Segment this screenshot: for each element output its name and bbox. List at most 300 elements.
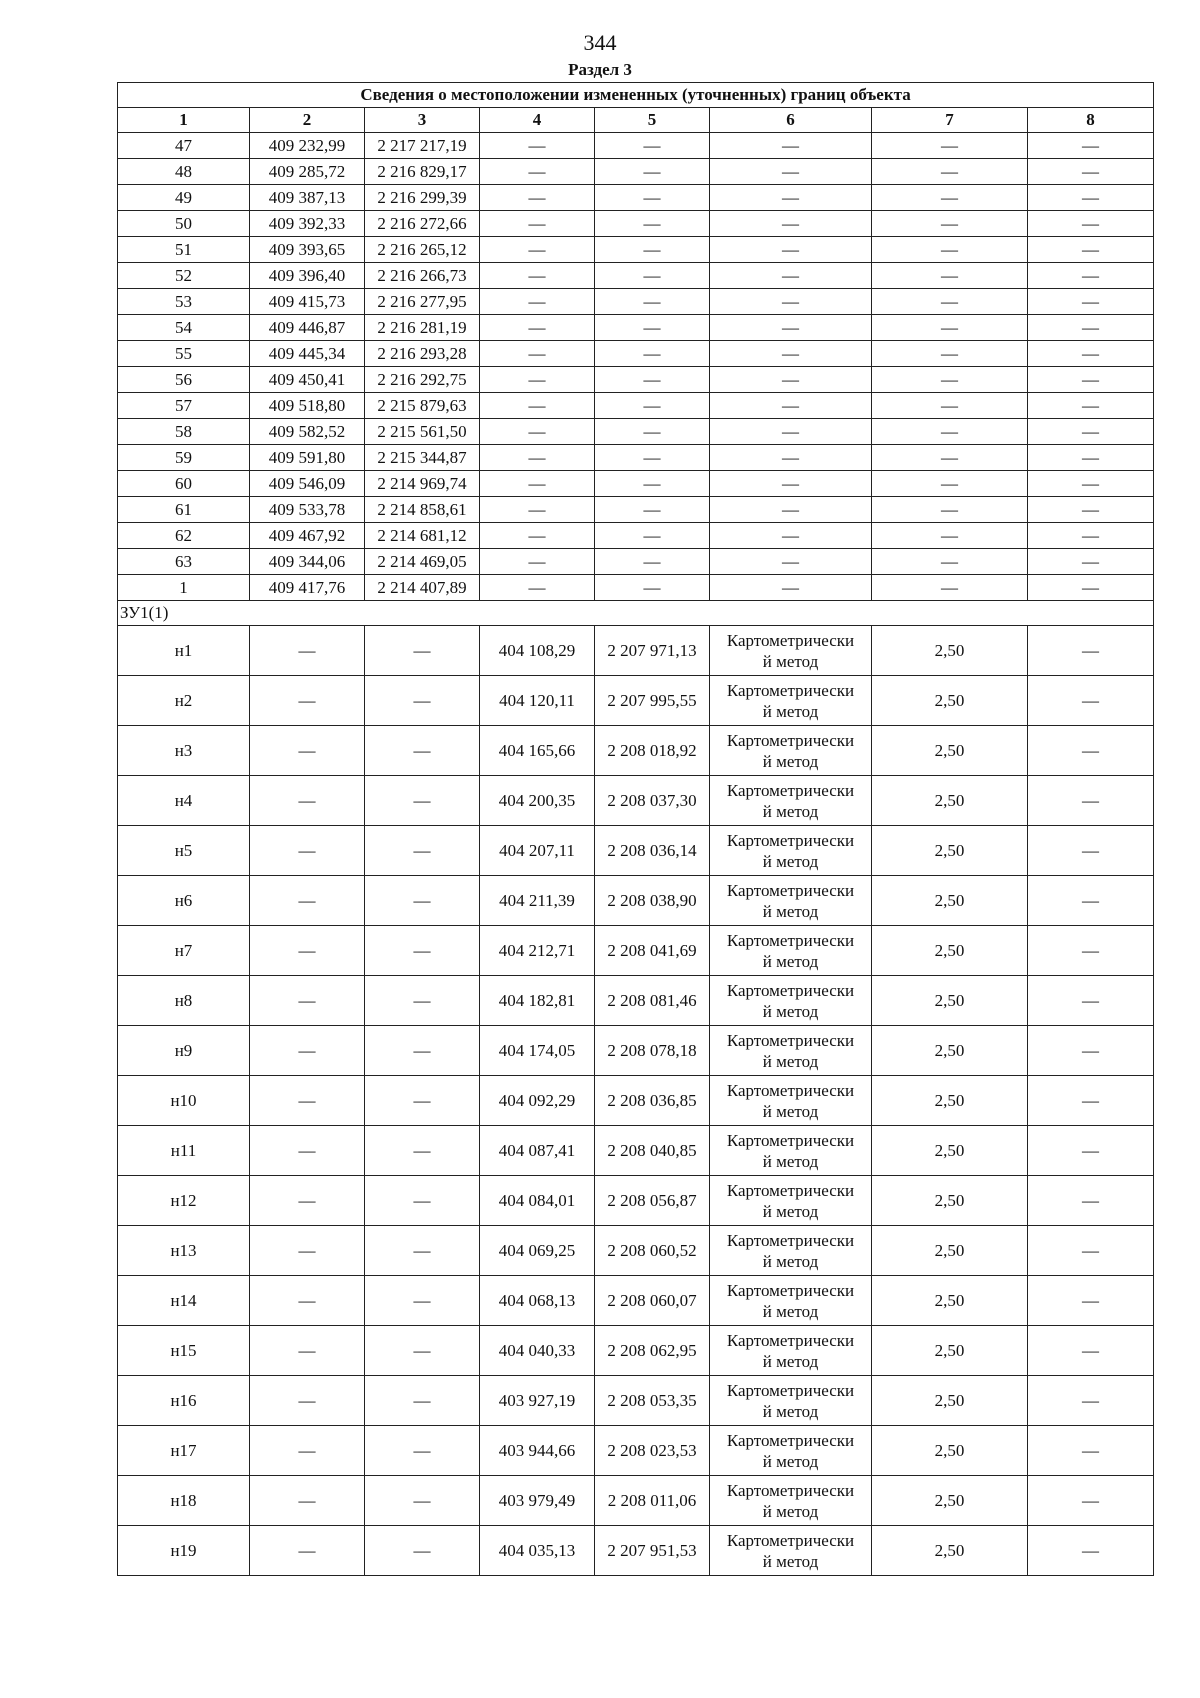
- new-x: 404 084,01: [480, 1176, 595, 1226]
- existing-x: 409 396,40: [250, 263, 365, 289]
- empty-dash: —: [480, 393, 595, 419]
- empty-dash: —: [595, 471, 710, 497]
- table-row: [118, 549, 1154, 575]
- empty-dash: —: [250, 1426, 365, 1476]
- empty-dash: —: [250, 1476, 365, 1526]
- empty-dash: —: [365, 1426, 480, 1476]
- new-y: 2 208 018,92: [595, 726, 710, 776]
- existing-y: 2 214 969,74: [365, 471, 480, 497]
- existing-y: 2 215 344,87: [365, 445, 480, 471]
- point-number: 52: [118, 263, 250, 289]
- table-row: [118, 1226, 1154, 1276]
- new-x: 404 087,41: [480, 1126, 595, 1176]
- method-cell: [710, 1376, 872, 1426]
- method-text: Картометрически: [726, 980, 855, 1000]
- empty-dash: —: [1028, 445, 1154, 471]
- coordinates-table: [117, 82, 1154, 1576]
- accuracy-value: 2,50: [872, 1076, 1028, 1126]
- empty-dash: —: [480, 211, 595, 237]
- empty-dash: —: [1028, 1526, 1154, 1576]
- group-row: [118, 601, 1154, 626]
- point-number: н5: [118, 826, 250, 876]
- empty-dash: —: [365, 1076, 480, 1126]
- empty-dash: —: [1028, 1276, 1154, 1326]
- new-x: 404 120,11: [480, 676, 595, 726]
- empty-dash: —: [595, 393, 710, 419]
- empty-dash: —: [595, 549, 710, 575]
- empty-dash: —: [480, 237, 595, 263]
- method-text: Картометрически: [726, 830, 855, 850]
- column-header: 3: [365, 108, 480, 133]
- new-y: 2 208 056,87: [595, 1176, 710, 1226]
- empty-dash: —: [710, 367, 872, 393]
- empty-dash: —: [480, 341, 595, 367]
- method-text: й метод: [762, 1251, 819, 1271]
- empty-dash: —: [480, 263, 595, 289]
- empty-dash: —: [480, 185, 595, 211]
- empty-dash: —: [1028, 676, 1154, 726]
- accuracy-value: 2,50: [872, 876, 1028, 926]
- method-text: й метод: [762, 901, 819, 921]
- empty-dash: —: [365, 1126, 480, 1176]
- new-x: 404 092,29: [480, 1076, 595, 1126]
- accuracy-value: 2,50: [872, 1026, 1028, 1076]
- point-number: 49: [118, 185, 250, 211]
- point-number: н9: [118, 1026, 250, 1076]
- empty-dash: —: [710, 237, 872, 263]
- empty-dash: —: [1028, 1176, 1154, 1226]
- table-row: [118, 1376, 1154, 1426]
- method-cell: [710, 1476, 872, 1526]
- method-text: й метод: [762, 1201, 819, 1221]
- accuracy-value: 2,50: [872, 1176, 1028, 1226]
- existing-y: 2 214 407,89: [365, 575, 480, 601]
- new-x: 404 165,66: [480, 726, 595, 776]
- empty-dash: —: [1028, 826, 1154, 876]
- table-row: [118, 1426, 1154, 1476]
- method-text: й метод: [762, 1551, 819, 1571]
- empty-dash: —: [365, 676, 480, 726]
- empty-dash: —: [710, 523, 872, 549]
- column-header-row: [118, 108, 1154, 133]
- empty-dash: —: [480, 523, 595, 549]
- method-cell: [710, 1526, 872, 1576]
- existing-y: 2 216 293,28: [365, 341, 480, 367]
- accuracy-value: 2,50: [872, 776, 1028, 826]
- section-title: Раздел 3: [568, 60, 632, 79]
- empty-dash: —: [1028, 263, 1154, 289]
- empty-dash: —: [250, 676, 365, 726]
- table-row: [118, 726, 1154, 776]
- empty-dash: —: [1028, 471, 1154, 497]
- empty-dash: —: [250, 1526, 365, 1576]
- new-y: 2 208 060,07: [595, 1276, 710, 1326]
- empty-dash: —: [872, 575, 1028, 601]
- empty-dash: —: [595, 367, 710, 393]
- empty-dash: —: [1028, 1376, 1154, 1426]
- existing-x: 409 533,78: [250, 497, 365, 523]
- method-text: Картометрически: [726, 730, 855, 750]
- method-cell: [710, 1126, 872, 1176]
- new-y: 2 207 971,13: [595, 626, 710, 676]
- empty-dash: —: [595, 315, 710, 341]
- point-number: 53: [118, 289, 250, 315]
- empty-dash: —: [595, 497, 710, 523]
- table-row: [118, 1326, 1154, 1376]
- empty-dash: —: [1028, 1426, 1154, 1476]
- accuracy-value: 2,50: [872, 626, 1028, 676]
- accuracy-value: 2,50: [872, 1126, 1028, 1176]
- table-row: [118, 1176, 1154, 1226]
- accuracy-value: 2,50: [872, 726, 1028, 776]
- method-text: Картометрически: [726, 880, 855, 900]
- point-number: н3: [118, 726, 250, 776]
- empty-dash: —: [1028, 776, 1154, 826]
- method-text: й метод: [762, 1001, 819, 1021]
- table-row: [118, 237, 1154, 263]
- column-header: 2: [250, 108, 365, 133]
- empty-dash: —: [872, 159, 1028, 185]
- empty-dash: —: [365, 1476, 480, 1526]
- new-x: 404 068,13: [480, 1276, 595, 1326]
- existing-x: 409 285,72: [250, 159, 365, 185]
- method-cell: [710, 876, 872, 926]
- table-row: [118, 1076, 1154, 1126]
- column-header: 5: [595, 108, 710, 133]
- empty-dash: —: [710, 575, 872, 601]
- table-row: [118, 263, 1154, 289]
- method-text: й метод: [762, 1351, 819, 1371]
- new-x: 404 174,05: [480, 1026, 595, 1076]
- empty-dash: —: [365, 926, 480, 976]
- empty-dash: —: [480, 367, 595, 393]
- accuracy-value: 2,50: [872, 1476, 1028, 1526]
- method-cell: [710, 926, 872, 976]
- point-number: н19: [118, 1526, 250, 1576]
- empty-dash: —: [1028, 726, 1154, 776]
- method-text: й метод: [762, 751, 819, 771]
- column-header: 4: [480, 108, 595, 133]
- point-number: 56: [118, 367, 250, 393]
- method-cell: [710, 1276, 872, 1326]
- table-row: [118, 776, 1154, 826]
- accuracy-value: 2,50: [872, 1226, 1028, 1276]
- accuracy-value: 2,50: [872, 1376, 1028, 1426]
- method-text: Картометрически: [726, 1230, 855, 1250]
- empty-dash: —: [595, 289, 710, 315]
- new-y: 2 208 011,06: [595, 1476, 710, 1526]
- method-text: й метод: [762, 801, 819, 821]
- empty-dash: —: [1028, 523, 1154, 549]
- empty-dash: —: [1028, 289, 1154, 315]
- point-number: н1: [118, 626, 250, 676]
- existing-y: 2 216 266,73: [365, 263, 480, 289]
- new-x: 403 979,49: [480, 1476, 595, 1526]
- method-text: Картометрически: [726, 1130, 855, 1150]
- empty-dash: —: [365, 1376, 480, 1426]
- accuracy-value: 2,50: [872, 976, 1028, 1026]
- empty-dash: —: [365, 1176, 480, 1226]
- column-header: 8: [1028, 108, 1154, 133]
- table-row: [118, 876, 1154, 926]
- empty-dash: —: [872, 393, 1028, 419]
- point-number: н8: [118, 976, 250, 1026]
- empty-dash: —: [250, 1276, 365, 1326]
- empty-dash: —: [1028, 976, 1154, 1026]
- point-number: н10: [118, 1076, 250, 1126]
- empty-dash: —: [1028, 367, 1154, 393]
- empty-dash: —: [595, 419, 710, 445]
- accuracy-value: 2,50: [872, 1526, 1028, 1576]
- empty-dash: —: [1028, 497, 1154, 523]
- existing-x: 409 387,13: [250, 185, 365, 211]
- table-row: [118, 315, 1154, 341]
- empty-dash: —: [365, 1226, 480, 1276]
- method-cell: [710, 726, 872, 776]
- table-row: [118, 341, 1154, 367]
- point-number: н12: [118, 1176, 250, 1226]
- new-x: 404 040,33: [480, 1326, 595, 1376]
- new-y: 2 208 037,30: [595, 776, 710, 826]
- empty-dash: —: [872, 549, 1028, 575]
- existing-x: 409 450,41: [250, 367, 365, 393]
- empty-dash: —: [872, 471, 1028, 497]
- empty-dash: —: [250, 1326, 365, 1376]
- table-row: [118, 497, 1154, 523]
- column-header: 7: [872, 108, 1028, 133]
- empty-dash: —: [1028, 211, 1154, 237]
- empty-dash: —: [1028, 133, 1154, 159]
- table-row: [118, 626, 1154, 676]
- empty-dash: —: [365, 1276, 480, 1326]
- method-text: й метод: [762, 1451, 819, 1471]
- method-cell: [710, 826, 872, 876]
- new-x: 404 200,35: [480, 776, 595, 826]
- method-cell: [710, 1076, 872, 1126]
- empty-dash: —: [710, 289, 872, 315]
- point-number: 57: [118, 393, 250, 419]
- empty-dash: —: [250, 626, 365, 676]
- method-text: Картометрически: [726, 1280, 855, 1300]
- method-text: Картометрически: [726, 630, 855, 650]
- existing-y: 2 216 829,17: [365, 159, 480, 185]
- new-y: 2 208 053,35: [595, 1376, 710, 1426]
- empty-dash: —: [1028, 1026, 1154, 1076]
- method-cell: [710, 1326, 872, 1376]
- point-number: н6: [118, 876, 250, 926]
- empty-dash: —: [250, 1126, 365, 1176]
- method-text: й метод: [762, 851, 819, 871]
- existing-y: 2 216 277,95: [365, 289, 480, 315]
- empty-dash: —: [365, 1526, 480, 1576]
- empty-dash: —: [365, 826, 480, 876]
- method-text: й метод: [762, 1401, 819, 1421]
- empty-dash: —: [710, 445, 872, 471]
- table-row: [118, 471, 1154, 497]
- empty-dash: —: [595, 575, 710, 601]
- empty-dash: —: [480, 419, 595, 445]
- point-number: 62: [118, 523, 250, 549]
- empty-dash: —: [365, 1326, 480, 1376]
- point-number: н14: [118, 1276, 250, 1326]
- method-cell: [710, 776, 872, 826]
- existing-y: 2 214 681,12: [365, 523, 480, 549]
- table-row: [118, 676, 1154, 726]
- empty-dash: —: [710, 549, 872, 575]
- method-text: й метод: [762, 1151, 819, 1171]
- point-number: 60: [118, 471, 250, 497]
- table-title: Сведения о местоположении измененных (уточненных) границ объекта: [118, 83, 1154, 108]
- point-number: н16: [118, 1376, 250, 1426]
- table-row: [118, 211, 1154, 237]
- point-number: 50: [118, 211, 250, 237]
- empty-dash: —: [1028, 1076, 1154, 1126]
- method-text: й метод: [762, 1301, 819, 1321]
- empty-dash: —: [595, 445, 710, 471]
- empty-dash: —: [250, 826, 365, 876]
- existing-x: 409 445,34: [250, 341, 365, 367]
- point-number: н17: [118, 1426, 250, 1476]
- method-cell: [710, 1176, 872, 1226]
- empty-dash: —: [595, 263, 710, 289]
- empty-dash: —: [1028, 185, 1154, 211]
- table-title-row: [118, 83, 1154, 108]
- empty-dash: —: [1028, 237, 1154, 263]
- empty-dash: —: [1028, 549, 1154, 575]
- empty-dash: —: [710, 315, 872, 341]
- empty-dash: —: [1028, 341, 1154, 367]
- empty-dash: —: [480, 445, 595, 471]
- existing-x: 409 518,80: [250, 393, 365, 419]
- empty-dash: —: [872, 237, 1028, 263]
- table-row: [118, 133, 1154, 159]
- empty-dash: —: [250, 1226, 365, 1276]
- point-number: 1: [118, 575, 250, 601]
- table-row: [118, 445, 1154, 471]
- method-text: й метод: [762, 701, 819, 721]
- empty-dash: —: [595, 159, 710, 185]
- empty-dash: —: [250, 926, 365, 976]
- existing-y: 2 216 281,19: [365, 315, 480, 341]
- new-x: 403 927,19: [480, 1376, 595, 1426]
- empty-dash: —: [365, 1026, 480, 1076]
- empty-dash: —: [872, 445, 1028, 471]
- empty-dash: —: [710, 419, 872, 445]
- new-y: 2 208 036,85: [595, 1076, 710, 1126]
- existing-y: 2 216 299,39: [365, 185, 480, 211]
- point-number: н7: [118, 926, 250, 976]
- new-x: 404 207,11: [480, 826, 595, 876]
- empty-dash: —: [250, 1076, 365, 1126]
- method-text: Картометрически: [726, 1480, 855, 1500]
- column-header: 6: [710, 108, 872, 133]
- table-row: [118, 1476, 1154, 1526]
- new-y: 2 208 078,18: [595, 1026, 710, 1076]
- existing-x: 409 393,65: [250, 237, 365, 263]
- existing-y: 2 216 272,66: [365, 211, 480, 237]
- empty-dash: —: [872, 341, 1028, 367]
- existing-y: 2 216 265,12: [365, 237, 480, 263]
- empty-dash: —: [595, 211, 710, 237]
- method-cell: [710, 626, 872, 676]
- empty-dash: —: [250, 726, 365, 776]
- new-x: 404 211,39: [480, 876, 595, 926]
- table-row: [118, 575, 1154, 601]
- empty-dash: —: [365, 776, 480, 826]
- existing-x: 409 232,99: [250, 133, 365, 159]
- table-row: [118, 185, 1154, 211]
- method-text: Картометрически: [726, 1180, 855, 1200]
- existing-x: 409 415,73: [250, 289, 365, 315]
- empty-dash: —: [1028, 419, 1154, 445]
- empty-dash: —: [480, 497, 595, 523]
- empty-dash: —: [250, 976, 365, 1026]
- empty-dash: —: [595, 523, 710, 549]
- empty-dash: —: [1028, 159, 1154, 185]
- empty-dash: —: [1028, 1476, 1154, 1526]
- empty-dash: —: [480, 289, 595, 315]
- point-number: 54: [118, 315, 250, 341]
- method-text: Картометрически: [726, 680, 855, 700]
- new-x: 403 944,66: [480, 1426, 595, 1476]
- method-text: Картометрически: [726, 1030, 855, 1050]
- empty-dash: —: [872, 315, 1028, 341]
- table-row: [118, 926, 1154, 976]
- empty-dash: —: [710, 341, 872, 367]
- empty-dash: —: [250, 876, 365, 926]
- method-text: Картометрически: [726, 780, 855, 800]
- point-number: 47: [118, 133, 250, 159]
- existing-x: 409 467,92: [250, 523, 365, 549]
- empty-dash: —: [595, 133, 710, 159]
- empty-dash: —: [480, 471, 595, 497]
- table-row: [118, 289, 1154, 315]
- empty-dash: —: [872, 133, 1028, 159]
- point-number: 63: [118, 549, 250, 575]
- empty-dash: —: [1028, 575, 1154, 601]
- empty-dash: —: [365, 876, 480, 926]
- new-x: 404 069,25: [480, 1226, 595, 1276]
- existing-y: 2 214 469,05: [365, 549, 480, 575]
- table-row: [118, 1526, 1154, 1576]
- table-row: [118, 1026, 1154, 1076]
- new-y: 2 208 023,53: [595, 1426, 710, 1476]
- empty-dash: —: [872, 419, 1028, 445]
- empty-dash: —: [710, 263, 872, 289]
- empty-dash: —: [872, 263, 1028, 289]
- empty-dash: —: [1028, 1326, 1154, 1376]
- table-row: [118, 159, 1154, 185]
- new-y: 2 207 995,55: [595, 676, 710, 726]
- empty-dash: —: [710, 133, 872, 159]
- table-row: [118, 1126, 1154, 1176]
- new-x: 404 182,81: [480, 976, 595, 1026]
- table-row: [118, 393, 1154, 419]
- empty-dash: —: [365, 976, 480, 1026]
- table-row: [118, 826, 1154, 876]
- empty-dash: —: [872, 497, 1028, 523]
- method-text: й метод: [762, 651, 819, 671]
- existing-y: 2 215 561,50: [365, 419, 480, 445]
- point-number: 55: [118, 341, 250, 367]
- group-label: ЗУ1(1): [118, 601, 1154, 626]
- existing-y: 2 214 858,61: [365, 497, 480, 523]
- point-number: н18: [118, 1476, 250, 1526]
- empty-dash: —: [710, 497, 872, 523]
- empty-dash: —: [1028, 1126, 1154, 1176]
- new-y: 2 208 038,90: [595, 876, 710, 926]
- empty-dash: —: [1028, 1226, 1154, 1276]
